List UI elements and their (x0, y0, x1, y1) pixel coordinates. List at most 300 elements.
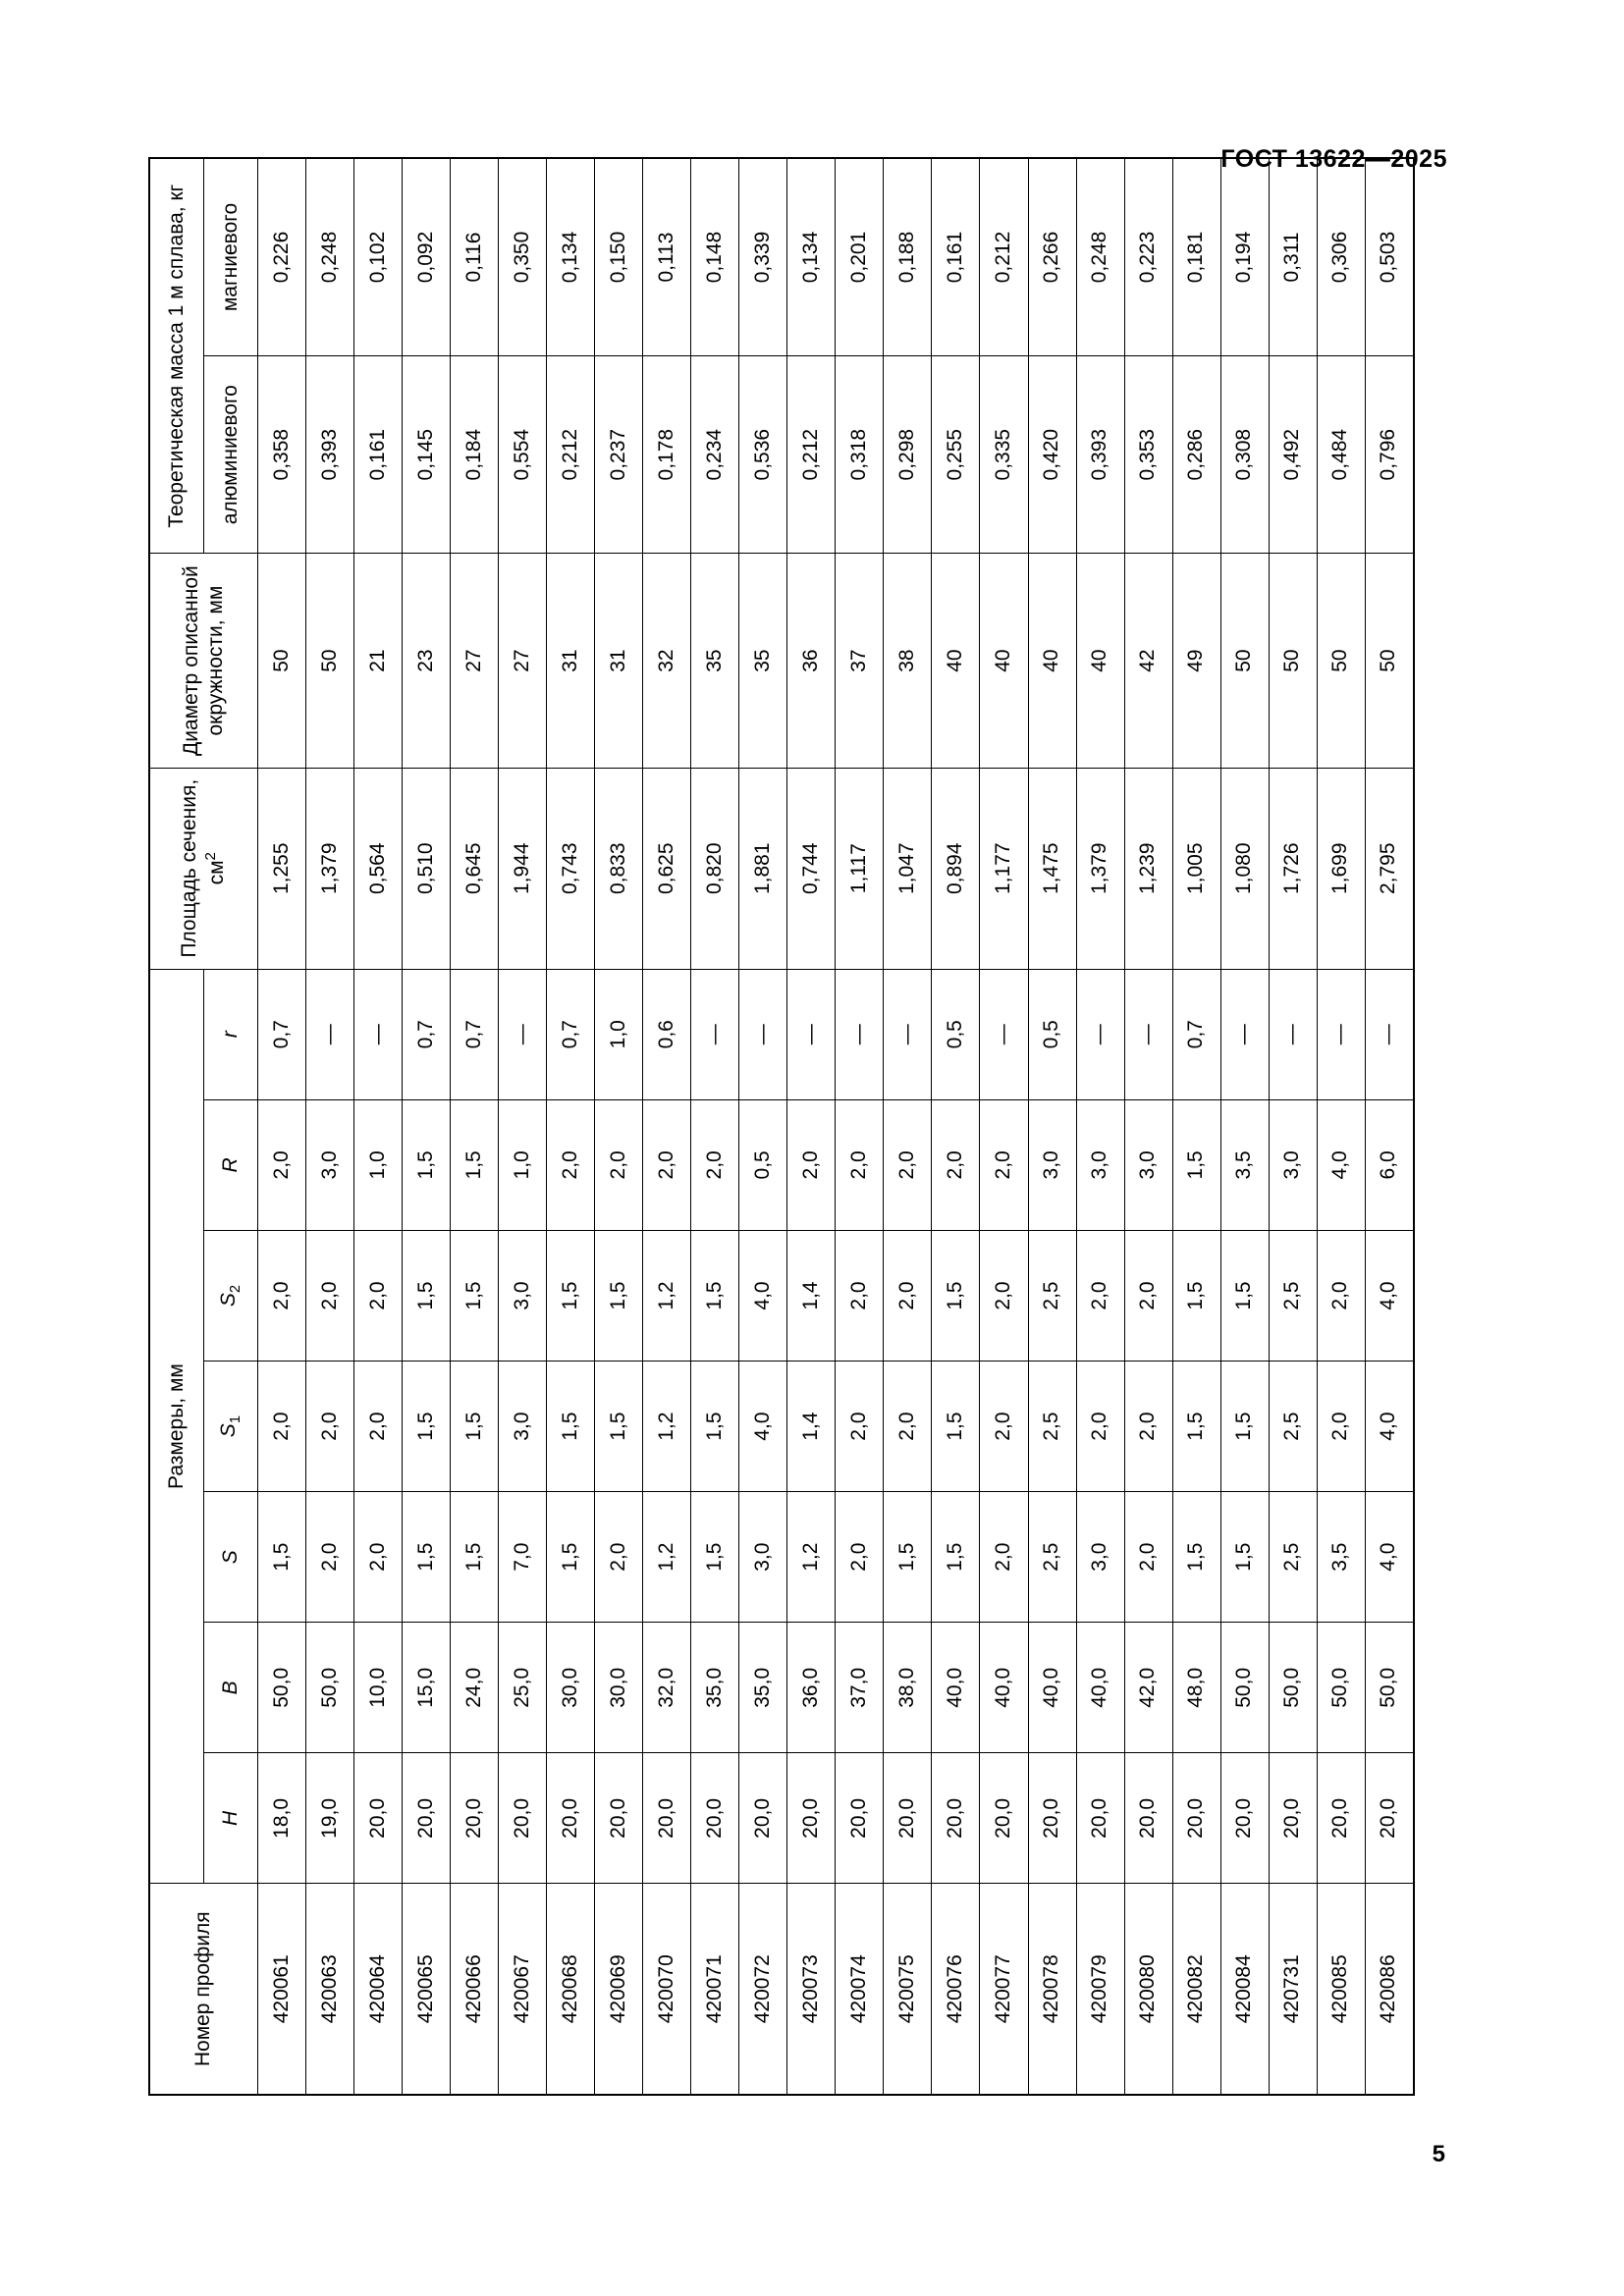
cell-H: 20,0 (1365, 1753, 1414, 1884)
cell-S2: 1,5 (1220, 1230, 1269, 1361)
cell-area: 1,239 (1124, 768, 1172, 969)
cell-area: 0,744 (787, 768, 836, 969)
cell-S1: 2,0 (836, 1362, 884, 1492)
cell-S1: 2,0 (980, 1362, 1028, 1492)
cell-S1: 2,0 (1317, 1362, 1365, 1492)
cell-diameter: 37 (836, 554, 884, 768)
cell-S1: 3,0 (499, 1362, 547, 1492)
table-row (787, 158, 836, 2095)
cell-S2: 1,5 (932, 1230, 980, 1361)
cell-r: — (354, 969, 403, 1099)
cell-mass_al: 0,536 (739, 356, 787, 554)
cell-R: 1,0 (354, 1099, 403, 1230)
cell-S1: 1,4 (787, 1362, 836, 1492)
cell-r: — (739, 969, 787, 1099)
rotated-table-stage (148, 157, 1415, 2096)
cell-mass_al: 0,420 (1028, 356, 1076, 554)
cell-mass_mg: 0,339 (739, 158, 787, 356)
cell-S: 1,5 (258, 1492, 306, 1623)
cell-B: 50,0 (306, 1623, 354, 1753)
cell-B: 35,0 (691, 1623, 739, 1753)
cell-H: 20,0 (499, 1753, 547, 1884)
cell-S: 1,5 (451, 1492, 499, 1623)
cell-S2: 1,2 (643, 1230, 691, 1361)
cell-area: 1,726 (1269, 768, 1317, 969)
cell-B: 48,0 (1172, 1623, 1220, 1753)
cell-r: 1,0 (595, 969, 643, 1099)
cell-H: 20,0 (739, 1753, 787, 1884)
cell-mass_mg: 0,188 (884, 158, 932, 356)
cell-r: 0,5 (1028, 969, 1076, 1099)
table-row (739, 158, 787, 2095)
col-header-circumscribed-diameter: Диаметр описанной окружности, мм (149, 554, 258, 768)
cell-number: 420061 (258, 1884, 306, 2095)
cell-H: 20,0 (1076, 1753, 1124, 1884)
cell-mass_mg: 0,102 (354, 158, 403, 356)
cell-R: 2,0 (595, 1099, 643, 1230)
cell-number: 420064 (354, 1884, 403, 2095)
cell-H: 19,0 (306, 1753, 354, 1884)
cell-mass_al: 0,178 (643, 356, 691, 554)
cell-diameter: 31 (547, 554, 595, 768)
cell-S2: 1,5 (547, 1230, 595, 1361)
cell-number: 420073 (787, 1884, 836, 2095)
cell-R: 0,5 (739, 1099, 787, 1230)
cell-S: 2,5 (1269, 1492, 1317, 1623)
table-row (1076, 158, 1124, 2095)
cell-S1: 2,0 (258, 1362, 306, 1492)
cell-r: 0,7 (451, 969, 499, 1099)
cell-number: 420080 (1124, 1884, 1172, 2095)
cell-diameter: 50 (306, 554, 354, 768)
cell-area: 0,625 (643, 768, 691, 969)
cell-mass_mg: 0,212 (980, 158, 1028, 356)
table-row (306, 158, 354, 2095)
cell-area: 0,894 (932, 768, 980, 969)
cell-H: 20,0 (451, 1753, 499, 1884)
cell-area: 1,177 (980, 768, 1028, 969)
cell-r: 0,6 (643, 969, 691, 1099)
cell-number: 420075 (884, 1884, 932, 2095)
cell-B: 10,0 (354, 1623, 403, 1753)
cell-R: 3,0 (1076, 1099, 1124, 1230)
cell-diameter: 50 (258, 554, 306, 768)
cell-mass_mg: 0,226 (258, 158, 306, 356)
cell-r: — (1220, 969, 1269, 1099)
cell-S2: 1,5 (691, 1230, 739, 1361)
cell-number: 420077 (980, 1884, 1028, 2095)
cell-S: 1,2 (787, 1492, 836, 1623)
cell-R: 3,5 (1220, 1099, 1269, 1230)
cell-S: 1,5 (691, 1492, 739, 1623)
cell-S: 2,0 (306, 1492, 354, 1623)
cell-S2: 4,0 (1365, 1230, 1414, 1361)
cell-mass_mg: 0,503 (1365, 158, 1414, 356)
cell-B: 50,0 (1365, 1623, 1414, 1753)
cell-area: 0,510 (403, 768, 451, 969)
cell-S2: 2,0 (1317, 1230, 1365, 1361)
cell-B: 15,0 (403, 1623, 451, 1753)
cell-number: 420076 (932, 1884, 980, 2095)
cell-S1: 2,0 (1124, 1362, 1172, 1492)
cell-r: — (691, 969, 739, 1099)
cell-S2: 1,5 (595, 1230, 643, 1361)
cell-number: 420068 (547, 1884, 595, 2095)
table-row (1172, 158, 1220, 2095)
cell-H: 20,0 (691, 1753, 739, 1884)
cell-S1: 4,0 (739, 1362, 787, 1492)
table-row (403, 158, 451, 2095)
cell-H: 20,0 (1269, 1753, 1317, 1884)
col-header-mass-aluminium: алюминиевого (204, 356, 258, 554)
cell-mass_al: 0,298 (884, 356, 932, 554)
cell-B: 25,0 (499, 1623, 547, 1753)
cell-S1: 1,5 (403, 1362, 451, 1492)
cell-mass_mg: 0,113 (643, 158, 691, 356)
cell-S: 1,5 (403, 1492, 451, 1623)
cell-number: 420067 (499, 1884, 547, 2095)
cell-S2: 2,0 (354, 1230, 403, 1361)
table-row (595, 158, 643, 2095)
cell-diameter: 36 (787, 554, 836, 768)
cell-R: 1,5 (451, 1099, 499, 1230)
cell-R: 3,0 (306, 1099, 354, 1230)
cell-S1: 1,5 (932, 1362, 980, 1492)
cell-H: 20,0 (836, 1753, 884, 1884)
cell-r: — (1076, 969, 1124, 1099)
cell-R: 1,5 (1172, 1099, 1220, 1230)
cell-B: 42,0 (1124, 1623, 1172, 1753)
cell-r: 0,7 (403, 969, 451, 1099)
cell-r: — (306, 969, 354, 1099)
cell-diameter: 40 (980, 554, 1028, 768)
cell-H: 20,0 (403, 1753, 451, 1884)
cell-S: 2,0 (836, 1492, 884, 1623)
cell-mass_mg: 0,306 (1317, 158, 1365, 356)
cell-H: 20,0 (787, 1753, 836, 1884)
cell-area: 1,699 (1317, 768, 1365, 969)
table-row (1317, 158, 1365, 2095)
cell-B: 35,0 (739, 1623, 787, 1753)
cell-B: 32,0 (643, 1623, 691, 1753)
cell-r: — (1365, 969, 1414, 1099)
cell-S2: 1,5 (1172, 1230, 1220, 1361)
cell-number: 420070 (643, 1884, 691, 2095)
cell-H: 20,0 (595, 1753, 643, 1884)
cell-area: 1,047 (884, 768, 932, 969)
cell-B: 24,0 (451, 1623, 499, 1753)
cell-S: 1,5 (884, 1492, 932, 1623)
cell-mass_al: 0,335 (980, 356, 1028, 554)
cell-S: 2,0 (1124, 1492, 1172, 1623)
cell-B: 50,0 (258, 1623, 306, 1753)
cell-r: 0,7 (547, 969, 595, 1099)
cell-number: 420086 (1365, 1884, 1414, 2095)
cell-diameter: 38 (884, 554, 932, 768)
cell-diameter: 23 (403, 554, 451, 768)
col-header-dim-S2: $S_2$ (204, 1230, 258, 1361)
cell-mass_al: 0,796 (1365, 356, 1414, 554)
cell-diameter: 50 (1365, 554, 1414, 768)
cell-H: 20,0 (1220, 1753, 1269, 1884)
table-row (1124, 158, 1172, 2095)
cell-H: 18,0 (258, 1753, 306, 1884)
cell-S: 3,0 (1076, 1492, 1124, 1623)
cell-mass_al: 0,161 (354, 356, 403, 554)
cell-S: 1,2 (643, 1492, 691, 1623)
cell-r: 0,7 (258, 969, 306, 1099)
cell-R: 3,0 (1028, 1099, 1076, 1230)
cell-r: — (980, 969, 1028, 1099)
cell-S2: 2,0 (884, 1230, 932, 1361)
cell-diameter: 42 (1124, 554, 1172, 768)
cell-mass_mg: 0,223 (1124, 158, 1172, 356)
cell-H: 20,0 (1028, 1753, 1076, 1884)
cell-area: 0,564 (354, 768, 403, 969)
cell-mass_al: 0,237 (595, 356, 643, 554)
cell-number: 420069 (595, 1884, 643, 2095)
cell-r: 0,5 (932, 969, 980, 1099)
cell-area: 1,944 (499, 768, 547, 969)
cell-diameter: 50 (1220, 554, 1269, 768)
cell-number: 420085 (1317, 1884, 1365, 2095)
cell-S2: 4,0 (739, 1230, 787, 1361)
cell-S1: 2,0 (1076, 1362, 1124, 1492)
cell-S2: 3,0 (499, 1230, 547, 1361)
cell-S2: 2,0 (1076, 1230, 1124, 1361)
cell-B: 50,0 (1269, 1623, 1317, 1753)
cell-mass_al: 0,554 (499, 356, 547, 554)
cell-R: 4,0 (1317, 1099, 1365, 1230)
cell-B: 40,0 (932, 1623, 980, 1753)
cell-R: 2,0 (980, 1099, 1028, 1230)
cell-B: 50,0 (1317, 1623, 1365, 1753)
cell-diameter: 40 (1028, 554, 1076, 768)
cell-H: 20,0 (547, 1753, 595, 1884)
table-body (258, 158, 1415, 2095)
cell-S: 2,5 (1028, 1492, 1076, 1623)
cell-S2: 1,5 (403, 1230, 451, 1361)
cell-S2: 2,0 (980, 1230, 1028, 1361)
cell-r: — (1124, 969, 1172, 1099)
cell-S1: 4,0 (1365, 1362, 1414, 1492)
cell-area: 1,117 (836, 768, 884, 969)
cell-S: 7,0 (499, 1492, 547, 1623)
cell-S1: 1,2 (643, 1362, 691, 1492)
cell-r: — (884, 969, 932, 1099)
cell-S1: 1,5 (1172, 1362, 1220, 1492)
cell-mass_al: 0,492 (1269, 356, 1317, 554)
cell-S1: 1,5 (451, 1362, 499, 1492)
cell-S: 2,0 (354, 1492, 403, 1623)
cell-number: 420065 (403, 1884, 451, 2095)
cell-number: 420079 (1076, 1884, 1124, 2095)
table-row (1220, 158, 1269, 2095)
table-row (1028, 158, 1076, 2095)
cell-diameter: 27 (499, 554, 547, 768)
cell-number: 420078 (1028, 1884, 1076, 2095)
cell-diameter: 21 (354, 554, 403, 768)
table-row (691, 158, 739, 2095)
cell-S: 1,5 (547, 1492, 595, 1623)
cell-B: 38,0 (884, 1623, 932, 1753)
cell-R: 2,0 (691, 1099, 739, 1230)
cell-r: — (499, 969, 547, 1099)
cell-diameter: 31 (595, 554, 643, 768)
table-row (980, 158, 1028, 2095)
cell-H: 20,0 (643, 1753, 691, 1884)
cell-mass_al: 0,212 (787, 356, 836, 554)
cell-S1: 2,0 (354, 1362, 403, 1492)
col-header-area: Площадь сечения, $см^2$ (149, 768, 258, 969)
cell-S: 2,0 (980, 1492, 1028, 1623)
cell-mass_al: 0,145 (403, 356, 451, 554)
cell-S: 1,5 (1220, 1492, 1269, 1623)
cell-mass_mg: 0,092 (403, 158, 451, 356)
cell-H: 20,0 (1124, 1753, 1172, 1884)
cell-H: 20,0 (932, 1753, 980, 1884)
profiles-table (148, 157, 1415, 2096)
cell-S1: 1,5 (547, 1362, 595, 1492)
cell-area: 0,820 (691, 768, 739, 969)
cell-r: — (787, 969, 836, 1099)
cell-r: — (836, 969, 884, 1099)
cell-area: 1,475 (1028, 768, 1076, 969)
cell-S2: 1,4 (787, 1230, 836, 1361)
cell-mass_al: 0,393 (1076, 356, 1124, 554)
table-row (643, 158, 691, 2095)
cell-S: 1,5 (1172, 1492, 1220, 1623)
cell-r: — (1317, 969, 1365, 1099)
cell-mass_al: 0,358 (258, 356, 306, 554)
cell-R: 2,0 (884, 1099, 932, 1230)
cell-r: — (1269, 969, 1317, 1099)
cell-S: 1,5 (932, 1492, 980, 1623)
cell-H: 20,0 (980, 1753, 1028, 1884)
cell-diameter: 50 (1317, 554, 1365, 768)
cell-number: 420074 (836, 1884, 884, 2095)
cell-S: 3,0 (739, 1492, 787, 1623)
cell-R: 3,0 (1124, 1099, 1172, 1230)
cell-S1: 1,5 (595, 1362, 643, 1492)
table-row (1269, 158, 1317, 2095)
cell-H: 20,0 (354, 1753, 403, 1884)
cell-R: 2,0 (932, 1099, 980, 1230)
col-header-dim-S1: $S_1$ (204, 1362, 258, 1492)
cell-mass_mg: 0,350 (499, 158, 547, 356)
cell-H: 20,0 (1172, 1753, 1220, 1884)
cell-R: 2,0 (836, 1099, 884, 1230)
table-row (354, 158, 403, 2095)
cell-S1: 2,5 (1028, 1362, 1076, 1492)
cell-B: 50,0 (1220, 1623, 1269, 1753)
cell-B: 37,0 (836, 1623, 884, 1753)
table-row (836, 158, 884, 2095)
cell-diameter: 35 (739, 554, 787, 768)
cell-S1: 2,5 (1269, 1362, 1317, 1492)
col-header-profile-number: Номер профиля (149, 1884, 258, 2095)
area-unit-superscript: 2 (202, 852, 219, 861)
cell-mass_mg: 0,248 (306, 158, 354, 356)
cell-mass_mg: 0,116 (451, 158, 499, 356)
cell-S2: 2,0 (258, 1230, 306, 1361)
cell-area: 1,379 (306, 768, 354, 969)
cell-mass_mg: 0,201 (836, 158, 884, 356)
cell-mass_al: 0,212 (547, 356, 595, 554)
cell-area: 1,379 (1076, 768, 1124, 969)
cell-S1: 2,0 (306, 1362, 354, 1492)
col-header-dimensions-group: Размеры, мм (149, 969, 204, 1884)
cell-mass_al: 0,318 (836, 356, 884, 554)
cell-R: 6,0 (1365, 1099, 1414, 1230)
cell-mass_mg: 0,266 (1028, 158, 1076, 356)
table-row (451, 158, 499, 2095)
cell-area: 1,080 (1220, 768, 1269, 969)
col-header-dim-B: B (204, 1623, 258, 1753)
cell-S2: 2,5 (1028, 1230, 1076, 1361)
cell-mass_al: 0,255 (932, 356, 980, 554)
document-header-standard-number: ГОСТ 13622—2025 (1220, 145, 1447, 173)
cell-R: 1,0 (499, 1099, 547, 1230)
cell-mass_mg: 0,134 (787, 158, 836, 356)
cell-B: 30,0 (595, 1623, 643, 1753)
cell-B: 40,0 (1028, 1623, 1076, 1753)
cell-S1: 2,0 (884, 1362, 932, 1492)
table-header (149, 158, 258, 2095)
cell-number: 420071 (691, 1884, 739, 2095)
cell-diameter: 32 (643, 554, 691, 768)
cell-R: 1,5 (403, 1099, 451, 1230)
cell-area: 0,645 (451, 768, 499, 969)
cell-S2: 2,0 (1124, 1230, 1172, 1361)
cell-area: 1,255 (258, 768, 306, 969)
cell-mass_mg: 0,150 (595, 158, 643, 356)
cell-S2: 2,5 (1269, 1230, 1317, 1361)
cell-diameter: 50 (1269, 554, 1317, 768)
cell-S1: 1,5 (691, 1362, 739, 1492)
cell-mass_al: 0,353 (1124, 356, 1172, 554)
cell-S2: 2,0 (306, 1230, 354, 1361)
cell-mass_mg: 0,194 (1220, 158, 1269, 356)
cell-B: 40,0 (1076, 1623, 1124, 1753)
cell-mass_al: 0,393 (306, 356, 354, 554)
cell-diameter: 49 (1172, 554, 1220, 768)
cell-H: 20,0 (884, 1753, 932, 1884)
cell-B: 40,0 (980, 1623, 1028, 1753)
cell-H: 20,0 (1317, 1753, 1365, 1884)
cell-R: 3,0 (1269, 1099, 1317, 1230)
cell-diameter: 27 (451, 554, 499, 768)
cell-area: 0,743 (547, 768, 595, 969)
col-header-dim-S: S (204, 1492, 258, 1623)
cell-mass_mg: 0,248 (1076, 158, 1124, 356)
cell-mass_al: 0,184 (451, 356, 499, 554)
cell-S: 4,0 (1365, 1492, 1414, 1623)
cell-number: 420066 (451, 1884, 499, 2095)
col-header-dim-r: r (204, 969, 258, 1099)
col-header-mass-magnesium: магниевого (204, 158, 258, 356)
cell-R: 2,0 (643, 1099, 691, 1230)
cell-B: 30,0 (547, 1623, 595, 1753)
cell-number: 420084 (1220, 1884, 1269, 2095)
table-row (884, 158, 932, 2095)
cell-S2: 1,5 (451, 1230, 499, 1361)
col-header-dim-H: H (204, 1753, 258, 1884)
cell-number: 420082 (1172, 1884, 1220, 2095)
col-header-dim-R: R (204, 1099, 258, 1230)
cell-mass_al: 0,286 (1172, 356, 1220, 554)
cell-area: 1,881 (739, 768, 787, 969)
